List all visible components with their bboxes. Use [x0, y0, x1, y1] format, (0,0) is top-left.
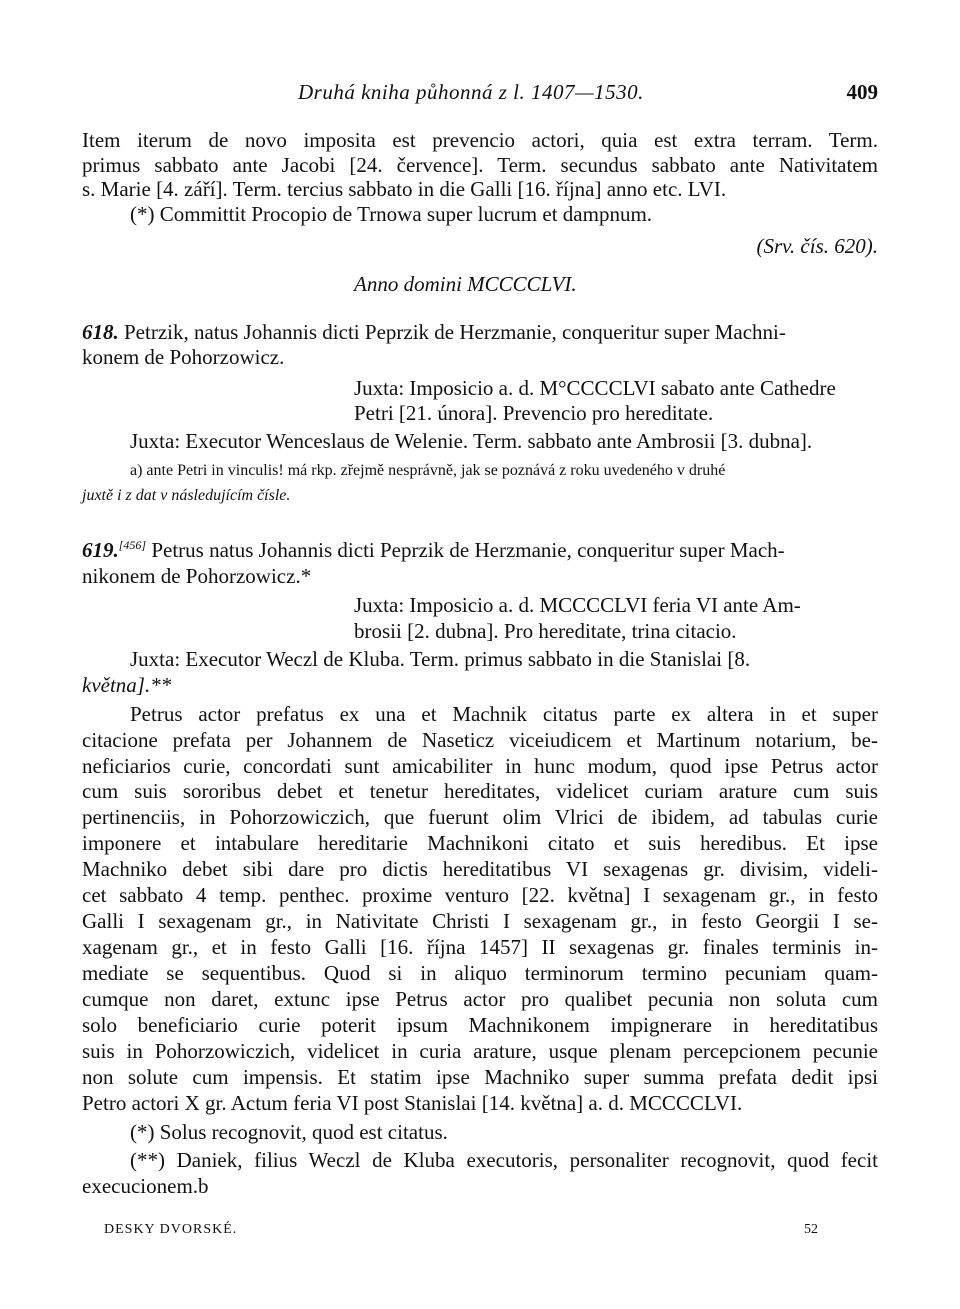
juxta-line: Juxta: Executor Wenceslaus de Welenie. Term. sabbato ante Ambrosii [3. dubna]. [130, 429, 813, 453]
text-line: Item iterum de novo imposita est prevencio actori, quia est extra terram. Term. [82, 128, 878, 152]
footnote: juxtě i z dat v následujícím čísle. [82, 487, 291, 504]
year-heading: Anno domini MCCCCLVI. [354, 272, 577, 296]
text-line: xagenam gr., et in festo Galli [16. října 1457] II sexagenas gr. finales terminis in- [82, 935, 878, 959]
text-line: cumque non daret, extunc ipse Petrus actor pro qualibet pecunia non soluta cum [82, 987, 878, 1011]
text-line: Machniko debet sibi dare pro dictis hereditatibus VI sexagenas gr. divisim, videli- [82, 857, 878, 881]
cross-reference: (Srv. čís. 620). [756, 234, 878, 258]
page-number: 409 [846, 80, 878, 104]
juxta-line: Juxta: Imposicio a. d. MCCCCLVI feria VI ante Am- [354, 593, 801, 617]
entry-number: 618. [82, 320, 119, 344]
text-line: cum suis sororibus debet et tenetur hereditates, videlicet curiam arature cum suis [82, 779, 878, 803]
text-line: pertinenciis, in Pohorzowiczich, que fuerunt olim Vlrici de ibidem, ad tabulas curie [82, 805, 878, 829]
note-line: execucionem.b [82, 1174, 209, 1198]
note-line: (*) Solus recognovit, quod est citatus. [130, 1120, 448, 1144]
text-line: mediate se sequentibus. Quod si in aliquo terminorum termino pecuniam quam- [82, 961, 878, 985]
text-line: května].** [82, 673, 172, 697]
juxta-line: brosii [2. dubna]. Pro hereditate, trina citacio. [354, 619, 737, 643]
text-line: suis in Pohorzowiczich, videlicet in curia arature, usque plenam percepcionem pecunie [82, 1039, 878, 1063]
reference-mark: [456] [118, 538, 147, 552]
text-line: Galli I sexagenam gr., in Nativitate Christi I sexagenam gr., in festo Georgii I se- [82, 909, 878, 933]
note-line: (**) Daniek, filius Weczl de Kluba executoris, personaliter recognovit, quod fecit [130, 1148, 878, 1172]
text-line: solo beneficiario curie poterit ipsum Machnikonem impignerare in hereditatibus [82, 1013, 878, 1037]
text-line: konem de Pohorzowicz. [82, 345, 285, 369]
text-line: citacione prefata per Johannem de Naseticz viceiudicem et Martinum notarium, be- [82, 728, 878, 752]
entry-619-first-line: 619.[456] Petrus natus Johannis dicti Peprzik de Herzmanie, conqueritur super Mach- [82, 538, 785, 562]
juxta-line: Petri [21. února]. Prevencio pro hereditate. [354, 401, 714, 425]
footer-title: DESKY DVORSKÉ. [104, 1222, 238, 1237]
juxta-line: Juxta: Imposicio a. d. M°CCCCLVI sabato ante Cathedre [354, 376, 836, 400]
text-line: neficiarios curie, concordati sunt amicabiliter in hunc modum, quod ipse Petrus actor [82, 754, 878, 778]
entry-number: 619. [82, 538, 119, 562]
text-line: nikonem de Pohorzowicz.* [82, 564, 312, 588]
signature-number: 52 [804, 1222, 818, 1237]
running-title: Druhá kniha půhonná z l. 1407—1530. [298, 80, 644, 104]
text-line: cet sabbato 4 temp. penthec. proxime venturo [22. května] I sexagenam gr., in festo [82, 883, 878, 907]
page-footer [104, 1222, 878, 1238]
footnote: a) ante Petri in vinculis! má rkp. zřejmě nesprávně, jak se poznává z roku uvedeného v druhé [130, 462, 726, 479]
text-line: primus sabbato ante Jacobi [24. července]. Term. secundus sabbato ante Nativitatem [82, 153, 878, 177]
text-line: non solute cum impensis. Et statim ipse Machniko super summa prefata dedit ipsi [82, 1065, 878, 1089]
text-line: s. Marie [4. září]. Term. tercius sabbato in die Galli [16. října] anno etc. LVI. [82, 177, 727, 201]
text-line: (*) Committit Procopio de Trnowa super lucrum et dampnum. [130, 202, 653, 226]
entry-618-first-line: 618. Petrzik, natus Johannis dicti Peprzik de Herzmanie, conqueritur super Machni- [82, 320, 786, 344]
text-line: imponere et intabulare hereditarie Machnikoni citato et suis heredibus. Et ipse [82, 831, 878, 855]
juxta-line: Juxta: Executor Weczl de Kluba. Term. primus sabbato in die Stanislai [8. [130, 647, 751, 671]
text-line: Petrus actor prefatus ex una et Machnik citatus parte ex altera in et super [130, 702, 878, 726]
text-line: Petro actori X gr. Actum feria VI post Stanislai [14. května] a. d. MCCCCLVI. [82, 1091, 743, 1115]
